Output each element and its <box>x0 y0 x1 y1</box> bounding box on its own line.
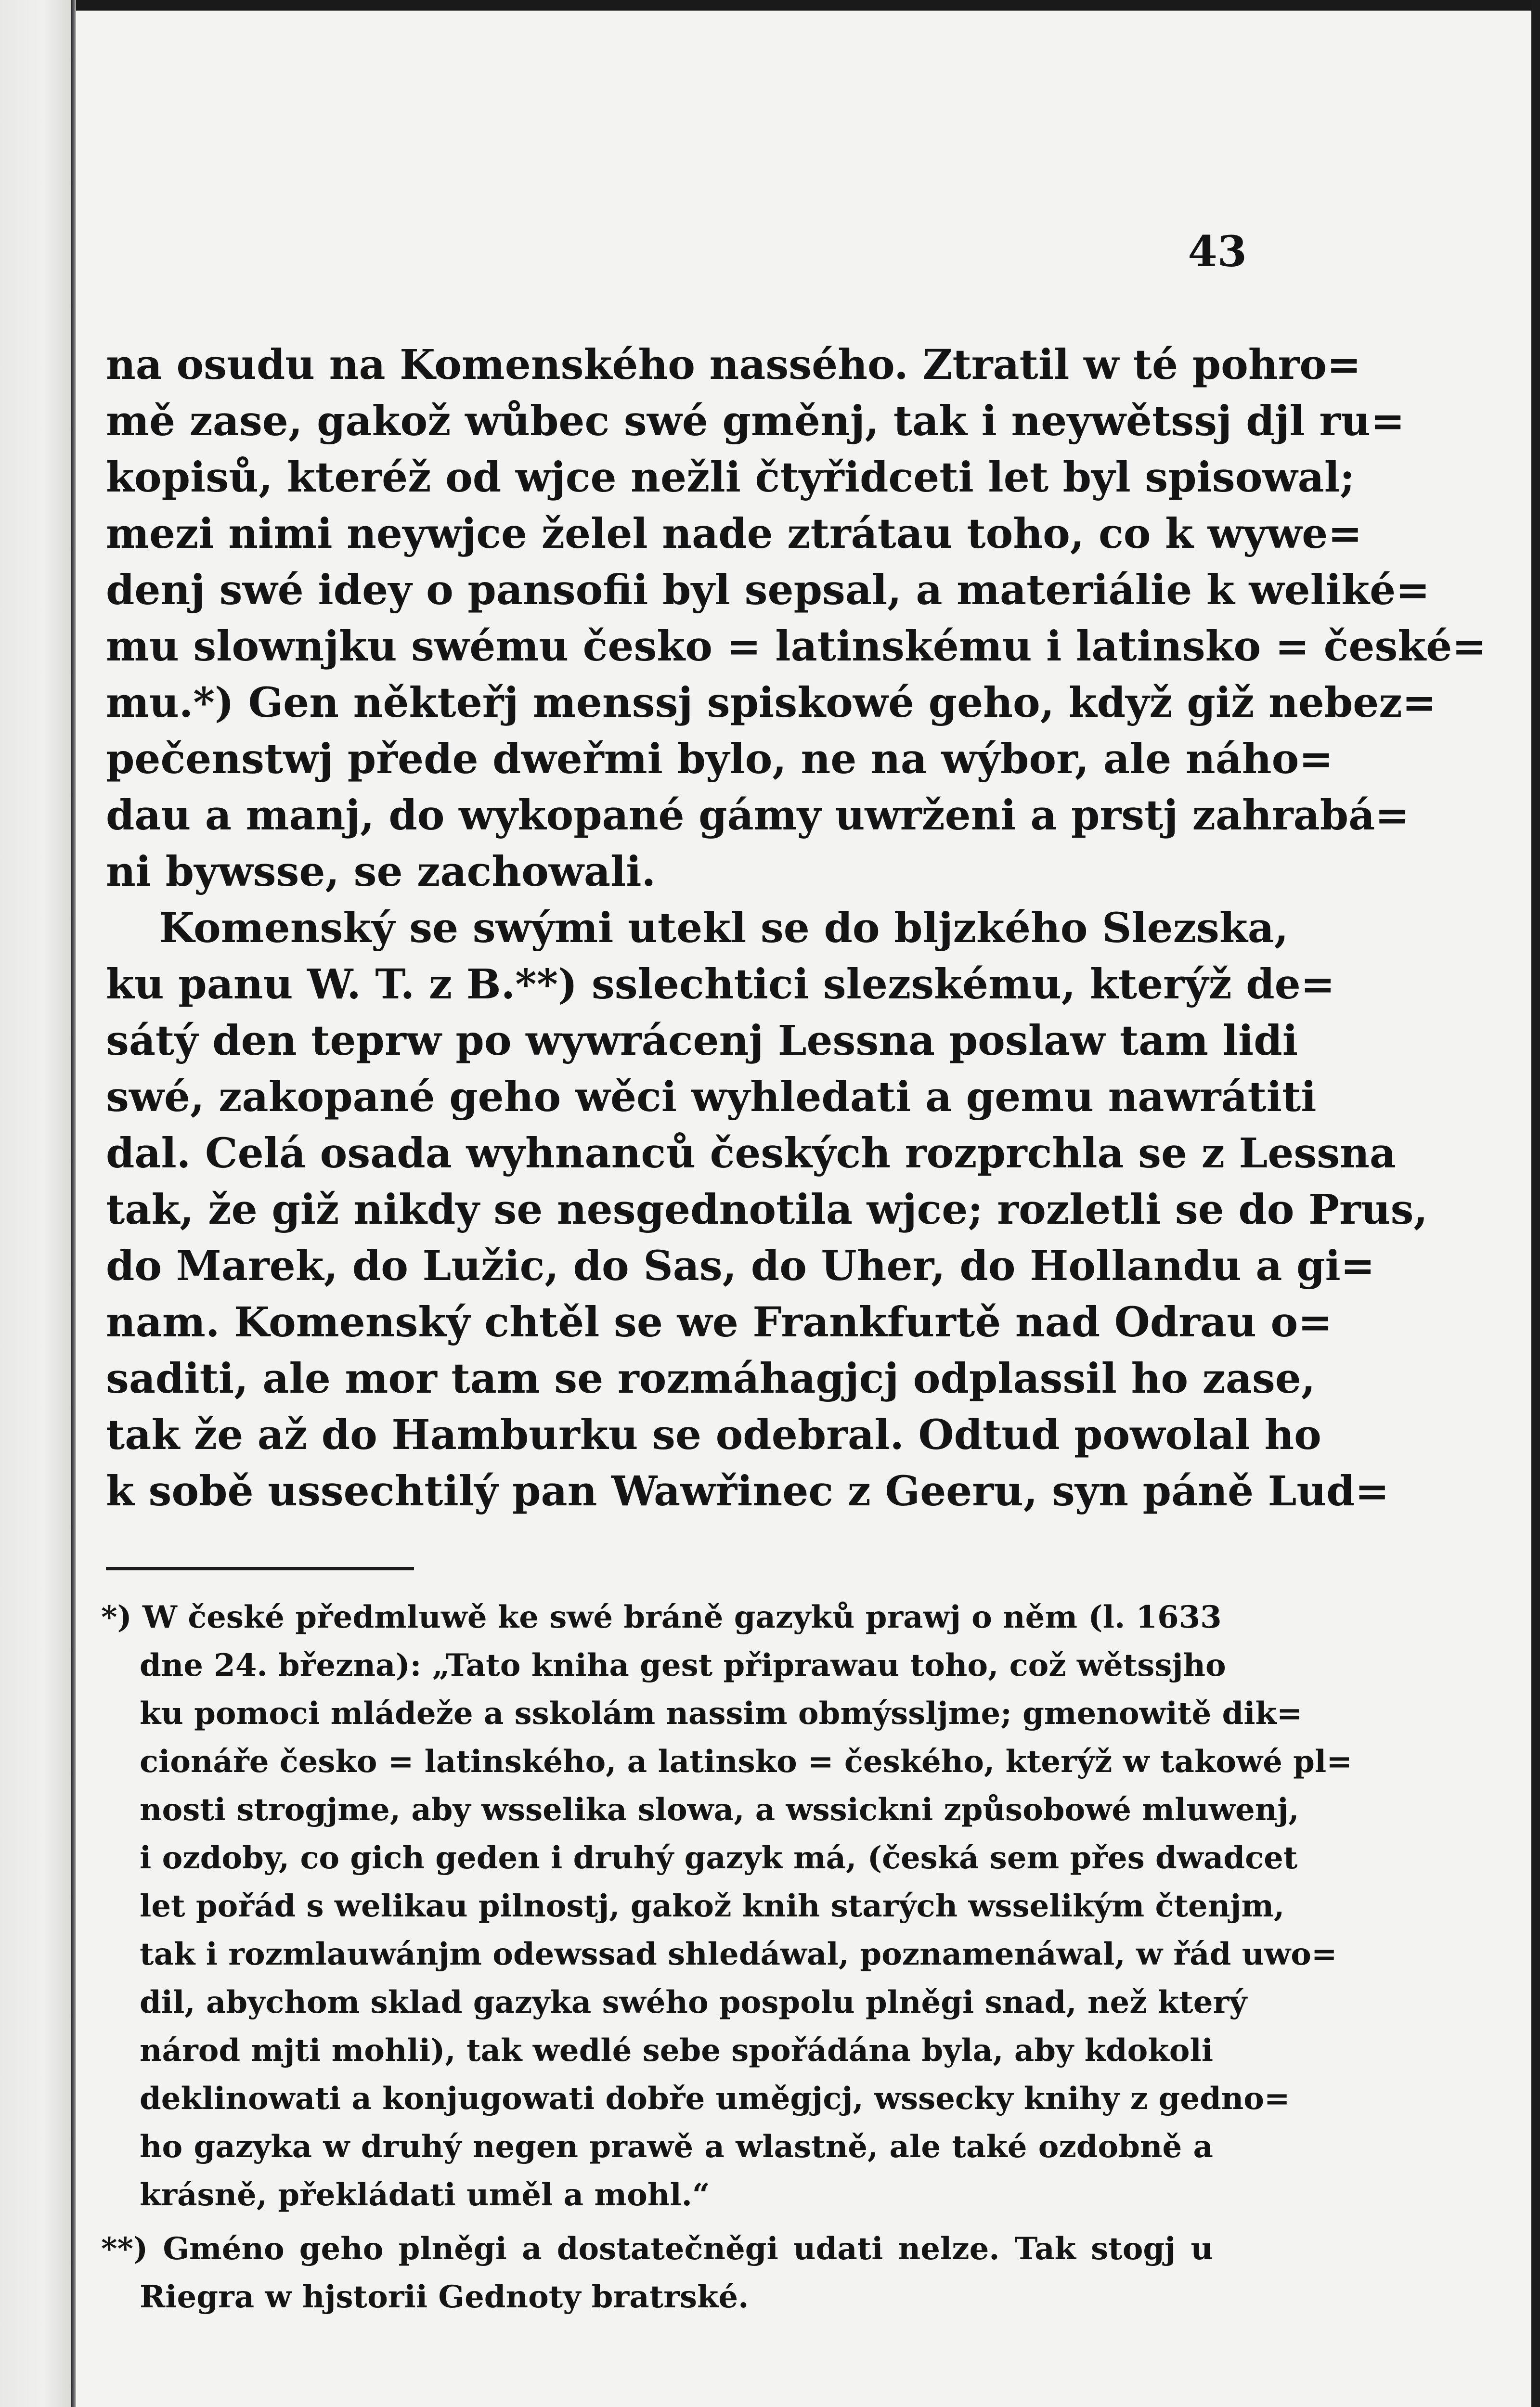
scan-left-margin <box>0 0 72 2407</box>
footnotes <box>101 1593 1352 2327</box>
footnote-line: tak i rozmlauwánjm odewssad shledáwal, poznamenáwal, w řád uwo= <box>140 1936 1337 1972</box>
footnote-2 <box>101 2225 1213 2321</box>
text-line: dau a manj, do wykopané gámy uwrženi a prstj zahrabá= <box>106 791 1410 840</box>
footnote-line: nosti strogjme, aby wsselika slowa, a wssickni způsobowé mluwenj, <box>140 1792 1299 1828</box>
footnote-line: cionáře česko = latinského, a latinsko = českého, kterýž w takowé pl= <box>140 1744 1352 1780</box>
text-line: swé, zakopané geho wěci wyhledati a gemu nawrátiti <box>106 1073 1317 1121</box>
text-line: Komenský se swými utekl se do bljzkého Slezska, <box>159 904 1289 952</box>
footnote-rule <box>106 1567 414 1570</box>
footnote-1 <box>101 1593 1352 2219</box>
text-line: mě zase, gakož wůbec swé gměnj, tak i neywětssj djl ru= <box>106 397 1405 445</box>
text-line: mu slownjku swému česko = latinskému i latinsko = české= <box>106 622 1487 671</box>
footnote-line: dil, abychom sklad gazyka swého pospolu plněgi snad, než který <box>140 1984 1247 2020</box>
scan-top-edge <box>0 0 1540 11</box>
scan-right-edge <box>1531 0 1540 2407</box>
text-line: tak, že giž nikdy se nesgednotila wjce; rozletli se do Prus, <box>106 1186 1428 1234</box>
footnote-line: **) Gméno geho plněgi a dostatečněgi udati nelze. Tak stogj u <box>101 2231 1213 2267</box>
footnote-line: let pořád s welikau pilnostj, gakož knih starých wsselikým čtenjm, <box>140 1888 1285 1924</box>
text-line: do Marek, do Lužic, do Sas, do Uher, do Hollandu a gi= <box>106 1242 1375 1290</box>
text-line: k sobě ussechtilý pan Wawřinec z Geeru, syn páně Lud= <box>106 1467 1389 1515</box>
text-line: tak že až do Hamburku se odebral. Odtud powolal ho <box>106 1411 1321 1459</box>
footnote-line: národ mjti mohli), tak wedlé sebe spořádána byla, aby kdokoli <box>140 2032 1213 2069</box>
footnote-line: ho gazyka w druhý negen prawě a wlastně, ale také ozdobně a <box>140 2129 1213 2165</box>
text-line: mu.*) Gen někteřj menssj spiskowé geho, když giž nebez= <box>106 679 1436 727</box>
page-number: 43 <box>1188 226 1247 276</box>
text-line: saditi, ale mor tam se rozmáhagjcj odplassil ho zase, <box>106 1355 1316 1403</box>
footnote-line: *) W české předmluwě ke swé bráně gazyků prawj o něm (l. 1633 <box>101 1599 1222 1635</box>
footnote-line: krásně, překládati uměl a mohl.“ <box>140 2177 710 2213</box>
main-text <box>106 337 1487 1520</box>
text-line: kopisů, kteréž od wjce nežli čtyřidceti let byl spisowal; <box>106 453 1355 502</box>
footnote-line: ku pomoci mládeže a sskolám nassim obmýssljme; gmenowitě dik= <box>140 1695 1303 1732</box>
footnote-line: Riegra w hjstorii Gednoty bratrské. <box>140 2279 749 2315</box>
footnote-line: i ozdoby, co gich geden i druhý gazyk má, (česká sem přes dwadcet <box>140 1840 1298 1876</box>
text-line: ku panu W. T. z B.**) sslechtici slezskému, kterýž de= <box>106 960 1335 1009</box>
text-line: sátý den teprw po wywrácenj Lessna poslaw tam lidi <box>106 1017 1298 1065</box>
text-line: pečenstwj přede dweřmi bylo, ne na wýbor, ale náho= <box>106 735 1333 783</box>
footnote-line: dne 24. března): „Tato kniha gest připrawau toho, což wětssjho <box>140 1647 1226 1683</box>
text-line: denj swé idey o pansofii byl sepsal, a materiálie k weliké= <box>106 566 1430 614</box>
book-gutter <box>71 0 76 2407</box>
text-line: na osudu na Komenského nassého. Ztratil w té pohro= <box>106 341 1361 389</box>
text-line: ni bywsse, se zachowali. <box>106 848 656 896</box>
text-line: mezi nimi neywjce želel nade ztrátau toho, co k wywe= <box>106 510 1362 558</box>
footnote-line: deklinowati a konjugowati dobře uměgjcj, wssecky knihy z gedno= <box>140 2081 1290 2117</box>
text-line: nam. Komenský chtěl se we Frankfurtě nad Odrau o= <box>106 1298 1333 1346</box>
text-line: dal. Celá osada wyhnanců českých rozprchla se z Lessna <box>106 1129 1396 1178</box>
